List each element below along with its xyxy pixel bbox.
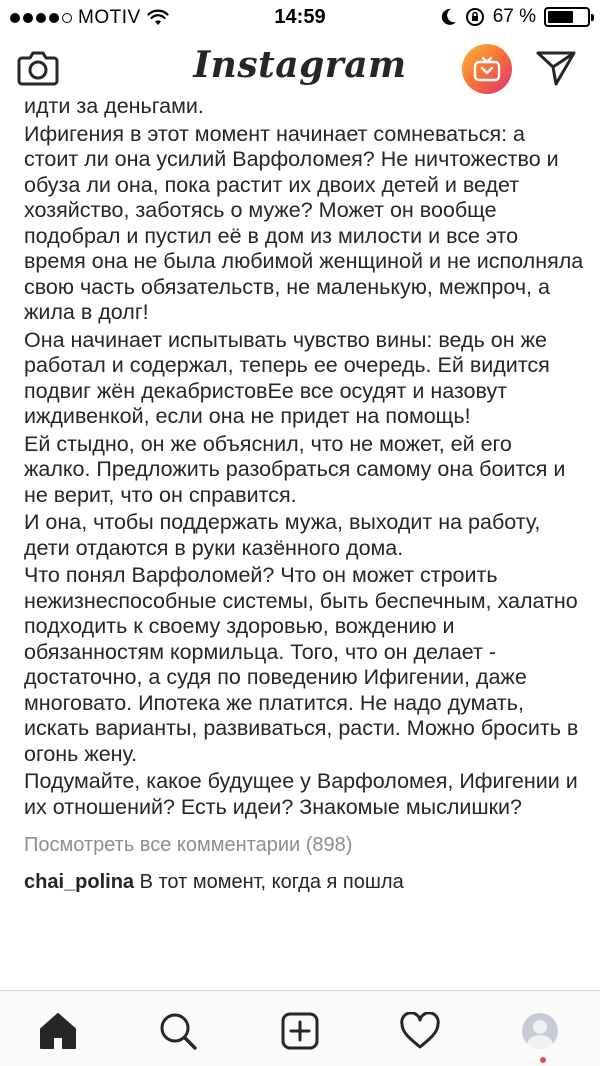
caption-paragraph: Ифигения в этот момент начинает сомневаться: а стоит ли она усилий Варфоломея? Не ничтожество и обуза ли она, пока растит их двоих детей и ведет хозяйство, заботясь о муже? Может он вообще подобрал и пустил её в дом из милости и все это время она не была любимой женщиной и не исполняла свою часть обязательств, не маленькую, межпроч, а жила в долг! (24, 121, 584, 324)
instagram-logo: Instagram (193, 44, 407, 86)
nav-search-button[interactable] (156, 1009, 200, 1053)
view-all-comments-link[interactable]: Посмотреть все комментарии (898) (24, 834, 353, 856)
moon-icon (441, 8, 457, 26)
status-bar (0, 0, 600, 36)
nav-profile-button[interactable] (518, 1009, 562, 1053)
igtv-icon (473, 56, 501, 82)
notification-dot (540, 1057, 546, 1063)
status-right (441, 6, 590, 28)
battery-percent: 67 % (492, 6, 536, 27)
carrier-name: MOTIV (78, 7, 141, 28)
battery-icon (544, 7, 590, 27)
nav-home-button[interactable] (36, 1009, 80, 1053)
direct-message-icon[interactable] (534, 48, 578, 88)
home-icon (37, 1011, 79, 1051)
comment-username[interactable]: chai_polina (24, 871, 135, 893)
caption-paragraph: Она начинает испытывать чувство вины: ведь он же работал и содержал, теперь ее очередь. Ей видится подвиг жён декабристовЕе все осудят и назовут иждивенкой, если она не придет на помощь! (24, 327, 550, 428)
caption-paragraph: И она, чтобы поддержать мужа, выходит на работу, дети отдаются в руки казённого дома. (24, 510, 541, 560)
igtv-button[interactable] (462, 44, 512, 94)
comment-text: В тот момент, когда я пошла (139, 871, 404, 893)
profile-avatar (522, 1013, 558, 1049)
app-header (0, 36, 600, 100)
nav-activity-button[interactable] (398, 1009, 442, 1053)
bottom-nav (0, 990, 600, 1066)
caption-paragraph: Что понял Варфоломей? Что он может строить нежизнеспособные системы, быть беспечным, халатно подходить к своему здоровью, вождению и обязанностям кормильца. Того, что он делает - достаточно, а судя по поведению Ифигении, даже многовато. Ипотека же платится. Не надо думать, искать варианты, развиваться, расти. Можно бросить в огонь жену. (24, 563, 579, 766)
caption-paragraph: идти за деньгами. (24, 100, 204, 118)
caption-paragraph: Подумайте, какое будущее у Варфоломея, Ифигении и их отношений? Есть идеи? Знакомые мыслишки? (24, 769, 578, 819)
battery-level (548, 11, 573, 23)
activity-heart-icon (399, 1012, 441, 1050)
caption-text (24, 100, 584, 820)
nav-new-post-button[interactable] (278, 1009, 322, 1053)
rotation-lock-icon (465, 7, 485, 27)
post-caption-area (24, 100, 584, 960)
search-icon (158, 1011, 198, 1051)
status-time: 14:59 (274, 6, 326, 28)
caption-paragraph: Ей стыдно, он же объяснил, что не может, ей его жалко. Предложить разобраться самому она боится и не верит, что он справится. (24, 431, 566, 507)
new-post-icon (280, 1011, 320, 1051)
comment-row (24, 871, 584, 894)
